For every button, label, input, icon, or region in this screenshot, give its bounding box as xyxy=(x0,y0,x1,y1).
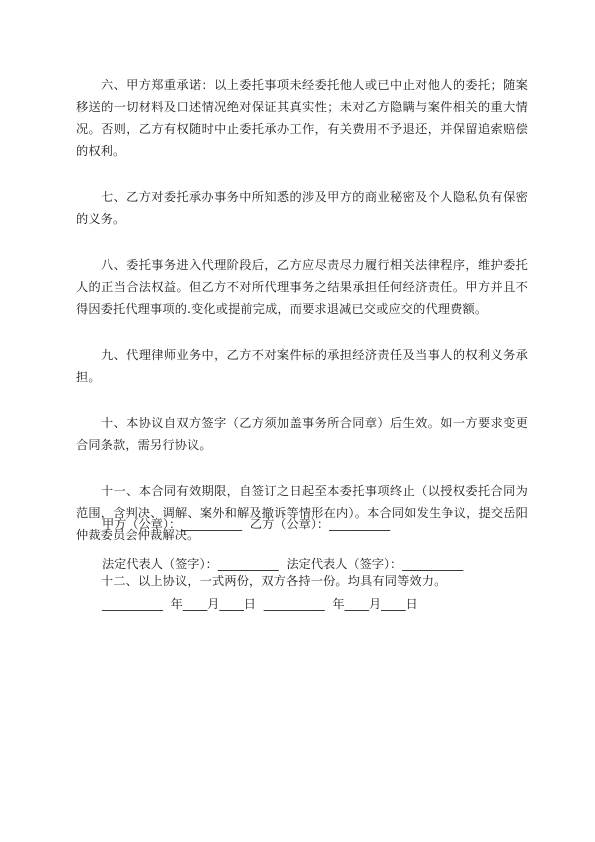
date-line: __________ 年____月____日 __________ 年____月____日 xyxy=(102,597,418,611)
clause-11: 十一、本合同有效期限，自签订之日起至本委托事项终止（以授权委托合同为范围，含判决、调解、案外和解及撤诉等情形在内）。本合同如发生争议，提交岳阳仲裁委员会仲裁解决。 xyxy=(76,484,528,542)
clause-10: 十、本协议自双方签字（乙方须加盖事务所合同章）后生效。如一方要求变更合同条款，需另行协议。 xyxy=(76,416,528,452)
clause-9: 九、代理律师业务中，乙方不对案件标的承担经济责任及当事人的权利义务承担。 xyxy=(76,348,528,384)
clause-12: 十二、以上协议，一式两份，双方各持一份。均具有同等效力。 xyxy=(101,574,447,588)
clause-8: 八、委托事务进入代理阶段后，乙方应尽责尽力履行相关法律程序，维护委托人的正当合法权益。但乙方不对所代理事务之结果承担任何经济责任。甲方并且不得因委托代理事项的.变化或提前完成，而要求退减已交或应交的代理费额。 xyxy=(76,258,528,316)
clause-6: 六、甲方郑重承诺：以上委托事项未经委托他人或已中止对他人的委托；随案移送的一切材料及口述情况绝对保证其真实性；未对乙方隐瞒与案件相关的重大情况。否则，乙方有权随时中止委托承办工作，有关费用不予退还，并保留追索赔偿的权利。 xyxy=(76,78,528,158)
clause-7: 七、乙方对委托承办事务中所知悉的涉及甲方的商业秘密及个人隐私负有保密的义务。 xyxy=(76,190,528,226)
representative-signature-line: 法定代表人（签字）：__________ 法定代表人（签字）：__________ xyxy=(102,557,464,571)
party-seal-line: 甲方（公章）：__________ 乙方（公章）：__________ xyxy=(102,517,391,531)
